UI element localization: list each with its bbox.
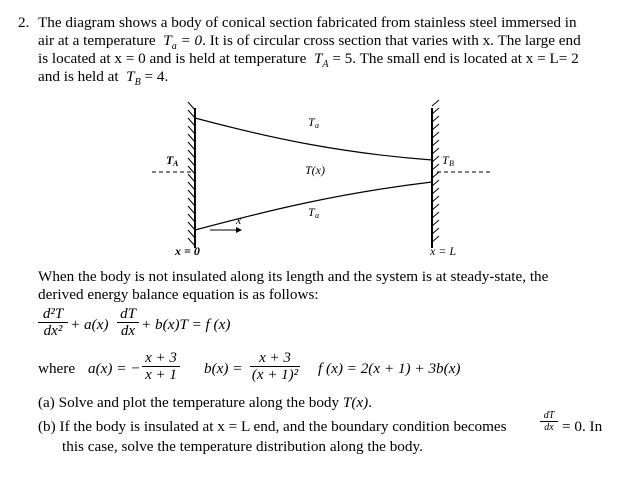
task-b-after: = 0. In [562, 418, 603, 435]
label-Tx: T(x) [305, 163, 325, 177]
label-TA: T [166, 153, 174, 167]
x-axis-arrowhead [236, 227, 242, 233]
a-num: x + 3 [145, 350, 177, 366]
label-Ta-top-sub: a [315, 121, 319, 130]
b-fraction [250, 350, 300, 383]
intro-line-2a: air at a temperature [38, 32, 156, 49]
eq-plus-a: + a(x) [70, 316, 109, 333]
label-TA-sub: A [173, 159, 179, 168]
task-a-suffix: . [368, 394, 373, 411]
intro-line-3a: is located at x = 0 and is held at temperature [38, 50, 307, 67]
a-den: x + 1 [145, 367, 177, 383]
label-Ta-top: T [308, 115, 315, 129]
task-b-line-1: (b) If the body is insulated at x = L end, and the boundary condition becomes [38, 418, 507, 435]
b-num: x + 3 [259, 350, 291, 366]
small-end-temperature-eq: $T_B = 4$ [126, 68, 165, 89]
intro-line-3b: . The small end is located at x = L= 2 [352, 50, 579, 67]
a-fraction [142, 350, 180, 383]
task-a-prefix: (a) Solve and plot the temperature along the body [38, 394, 340, 411]
left-wall [188, 102, 195, 248]
intro-line-4b: . [164, 68, 169, 85]
d2T: d²T [42, 306, 64, 322]
b-lhs: b(x) = [204, 360, 243, 377]
label-x: x [236, 213, 242, 227]
right-wall [432, 100, 439, 248]
first-derivative-fraction [117, 306, 139, 339]
b-den: (x + 1)² [251, 367, 299, 383]
label-TB: T [442, 153, 449, 167]
task-b-line-2: this case, solve the temperature distribution along the body. [62, 438, 423, 455]
label-Ta-bottom-sub: a [315, 211, 319, 220]
intro-line-1: The diagram shows a body of conical section fabricated from stainless steel immersed in [38, 14, 577, 31]
f-definition: f (x) = 2(x + 1) + 3b(x) [318, 360, 461, 377]
dx: dx [120, 323, 136, 339]
label-x0: x = 0 [175, 244, 200, 258]
second-derivative-fraction [38, 306, 68, 339]
body-line-1: When the body is not insulated along its length and the system is at steady-state, the [38, 268, 549, 285]
dT: dT [120, 306, 136, 322]
intro-line-4 [38, 68, 168, 92]
large-end-temperature-eq: $T_A = 5$ [313, 50, 353, 71]
task-b-den: dx [544, 422, 554, 433]
label-TB-sub: B [449, 159, 454, 168]
intro-line-2b: . It is of circular cross section that varies with x. The large end [202, 32, 581, 49]
a-lhs: a(x) = − [88, 360, 141, 377]
conical-body-diagram [140, 98, 500, 264]
eq-rest: + b(x)T = f (x) [141, 316, 231, 333]
intro-line-4a: and is held at [38, 68, 119, 85]
where-label: where [38, 360, 76, 377]
label-xL: x = L [430, 244, 457, 258]
body-line-2: derived energy balance equation is as follows: [38, 286, 319, 303]
ambient-temperature-eq: $T_a = 0$ [163, 32, 203, 53]
task-b-num: dT [543, 410, 555, 421]
task-a-var: T(x) [342, 394, 369, 411]
task-a [38, 394, 372, 412]
problem-number: 2. [18, 14, 30, 31]
label-Ta-bottom: T [308, 205, 315, 219]
task-b-fraction [540, 410, 558, 433]
dx2: dx² [43, 323, 63, 339]
